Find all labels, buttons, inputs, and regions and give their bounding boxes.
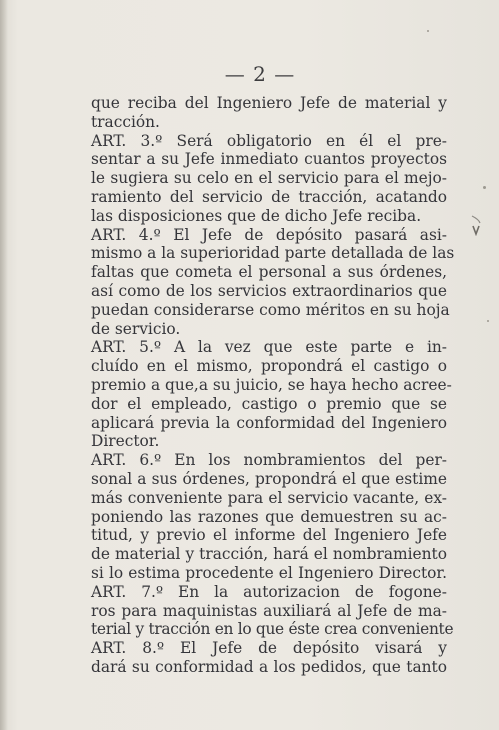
text-line: terial y tracción en lo que éste crea conveniente xyxy=(91,620,454,639)
paper-speck xyxy=(483,186,486,189)
article-5-line: ART. 5.º A la vez que este parte e in- xyxy=(91,338,447,357)
text-line: ros para maquinistas auxiliará al Jefe de ma- xyxy=(91,601,447,620)
text-line: las disposiciones que de dicho Jefe reciba. xyxy=(91,206,422,225)
article-3-line: ART. 3.º Será obligatorio en él el pre- xyxy=(91,131,447,150)
text-line: sentar a su Jefe inmediato cuantos proyectos xyxy=(91,150,447,169)
text-line: sonal a sus órdenes, propondrá el que estime xyxy=(91,469,447,488)
text-line: que reciba del Ingeniero Jefe de material y xyxy=(91,94,447,112)
text-line: le sugiera su celo en el servicio para el mejo- xyxy=(91,169,447,188)
binding-shadow xyxy=(0,0,8,730)
text-line: así como de los servicios extraordinarios que xyxy=(91,281,447,300)
text-line: si lo estima procedente el Ingeniero Director. xyxy=(91,563,447,582)
article-4-line: ART. 4.º El Jefe de depósito pasará asi- xyxy=(91,225,447,244)
text-line: puedan considerarse como méritos en su hoja xyxy=(91,300,450,319)
paper-speck xyxy=(427,30,429,32)
text-line: de servicio. xyxy=(91,319,181,338)
text-line: Director. xyxy=(91,432,160,451)
page-number: — 2 — xyxy=(224,62,296,86)
article-6-line: ART. 6.º En los nombramientos del per- xyxy=(91,451,447,470)
text-line: dor el empleado, castigo o premio que se xyxy=(91,394,447,413)
text-line: premio a que,a su juicio, se haya hecho acree- xyxy=(91,375,452,394)
text-line: aplicará previa la conformidad del Ingeniero xyxy=(91,413,447,432)
article-7-line: ART. 7.º En la autorizacion de fogone- xyxy=(91,582,447,601)
margin-mark-icon xyxy=(470,214,482,236)
text-line: poniendo las razones que demuestren su ac- xyxy=(91,507,447,526)
text-line: cluído en el mismo, propondrá el castigo o xyxy=(91,357,447,376)
text-line: ramiento del servicio de tracción, acatando xyxy=(91,187,447,206)
text-line: más conveniente para el servicio vacante, ex- xyxy=(91,488,447,507)
text-line: de material y tracción, hará el nombramiento xyxy=(91,545,447,564)
text-line: faltas que cometa el personal a sus órdenes, xyxy=(91,263,447,282)
article-8-line: ART. 8.º El Jefe de depósito visará y xyxy=(91,639,447,658)
text-line: mismo a la superioridad parte detallada de las xyxy=(91,244,455,263)
body-text xyxy=(91,94,455,677)
text-line: tracción. xyxy=(91,112,160,131)
text-line: dará su conformidad a los pedidos, que tanto xyxy=(91,657,447,676)
text-line: titud, y previo el informe del Ingeniero Jefe xyxy=(91,526,447,545)
paper-speck xyxy=(487,320,489,322)
